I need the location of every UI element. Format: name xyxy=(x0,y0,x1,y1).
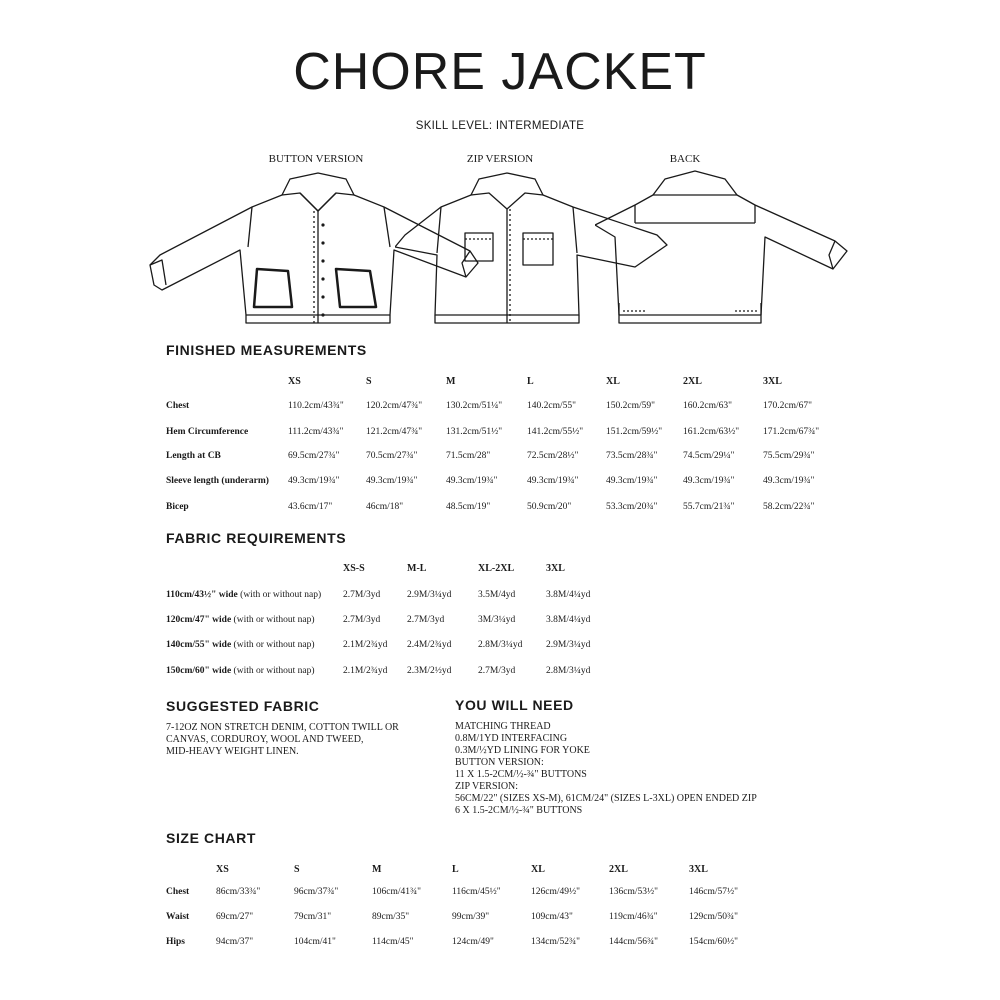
table-cell: 136cm/53½" xyxy=(609,887,658,897)
table-cell: 69cm/27" xyxy=(216,912,254,922)
table-cell: 48.5cm/19" xyxy=(446,502,491,512)
table-cell: 140.2cm/55" xyxy=(527,401,576,411)
table-cell: 114cm/45" xyxy=(372,937,414,947)
you-will-need-list xyxy=(455,721,757,817)
table-cell: 2.8M/3¼yd xyxy=(478,640,523,650)
table-cell: 121.2cm/47¾" xyxy=(366,427,423,437)
table-cell: 86cm/33¾" xyxy=(216,887,261,897)
table-cell: 150.2cm/59" xyxy=(606,401,655,411)
table-cell: 49.3cm/19¾" xyxy=(683,476,735,486)
table-cell: 154cm/60½" xyxy=(689,937,738,947)
table-cell: 131.2cm/51½" xyxy=(446,427,503,437)
list-item: 0.8M/1YD INTERFACING xyxy=(455,733,568,744)
skill-level: SKILL LEVEL: INTERMEDIATE xyxy=(415,120,585,132)
table-cell: 89cm/35" xyxy=(372,912,410,922)
fabric-width-label: 140cm/55" wide (with or without nap) xyxy=(166,640,315,650)
table-cell: 50.9cm/20" xyxy=(527,502,572,512)
table-cell: 94cm/37" xyxy=(216,937,254,947)
size-header: M xyxy=(372,864,382,875)
size-header: 3XL xyxy=(763,376,782,387)
table-cell: 69.5cm/27¾" xyxy=(288,451,340,461)
table-cell: 144cm/56¾" xyxy=(609,937,658,947)
table-cell: 79cm/31" xyxy=(294,912,332,922)
table-cell: 151.2cm/59½" xyxy=(606,427,663,437)
table-cell: 75.5cm/29¾" xyxy=(763,451,815,461)
size-chart-heading: SIZE CHART xyxy=(166,830,256,846)
table-cell: 49.3cm/19¾" xyxy=(606,476,658,486)
row-label-hem: Hem Circumference xyxy=(166,427,249,437)
table-cell: 99cm/39" xyxy=(452,912,490,922)
fabric-requirements-heading: FABRIC REQUIREMENTS xyxy=(166,530,347,546)
row-label-length: Length at CB xyxy=(166,451,221,461)
you-will-need-heading: YOU WILL NEED xyxy=(455,697,574,713)
table-cell: 55.7cm/21¾" xyxy=(683,502,735,512)
table-cell: 3M/3¼yd xyxy=(478,615,516,625)
list-item: 6 X 1.5-2CM/½-¾" BUTTONS xyxy=(455,805,583,816)
table-cell: 2.9M/3¼yd xyxy=(546,640,591,650)
table-cell: 3.5M/4yd xyxy=(478,590,516,600)
table-cell: 170.2cm/67" xyxy=(763,401,812,411)
list-item: MATCHING THREAD xyxy=(455,721,551,732)
size-header: XL-2XL xyxy=(478,563,515,574)
table-cell: 116cm/45½" xyxy=(452,887,501,897)
size-header: 3XL xyxy=(546,563,565,574)
table-cell: 110.2cm/43¾" xyxy=(288,401,344,411)
table-cell: 96cm/37¾" xyxy=(294,887,339,897)
table-cell: 109cm/43" xyxy=(531,912,573,922)
row-label-sleeve: Sleeve length (underarm) xyxy=(166,476,269,486)
table-cell: 2.9M/3¼yd xyxy=(407,590,452,600)
table-cell: 120.2cm/47¾" xyxy=(366,401,423,411)
text-line: CANVAS, CORDUROY, WOOL AND TWEED, xyxy=(166,734,364,745)
back-label: BACK xyxy=(669,153,701,165)
table-cell: 130.2cm/51¼" xyxy=(446,401,503,411)
table-cell: 2.1M/2¾yd xyxy=(343,640,388,650)
table-cell: 146cm/57½" xyxy=(689,887,738,897)
fabric-width-label: 120cm/47" wide (with or without nap) xyxy=(166,615,315,625)
list-item: BUTTON VERSION: xyxy=(455,757,544,768)
table-cell: 49.3cm/19¾" xyxy=(366,476,418,486)
table-cell: 70.5cm/27¾" xyxy=(366,451,418,461)
suggested-fabric-text xyxy=(166,722,399,758)
table-cell: 49.3cm/19¾" xyxy=(527,476,579,486)
size-header: 2XL xyxy=(683,376,702,387)
size-header: L xyxy=(527,376,534,387)
table-cell: 141.2cm/55½" xyxy=(527,427,584,437)
table-cell: 49.3cm/19¾" xyxy=(446,476,498,486)
size-header: XL xyxy=(531,864,545,875)
table-cell: 111.2cm/43¾" xyxy=(288,427,344,437)
list-item: 56CM/22" (SIZES XS-M), 61CM/24" (SIZES L-3XL) OPEN ENDED ZIP xyxy=(455,793,757,804)
table-cell: 129cm/50¾" xyxy=(689,912,738,922)
table-cell: 49.3cm/19¾" xyxy=(288,476,340,486)
finished-measurements-heading: FINISHED MEASUREMENTS xyxy=(166,342,367,358)
table-cell: 49.3cm/19¾" xyxy=(763,476,815,486)
table-cell: 104cm/41" xyxy=(294,937,336,947)
size-header: L xyxy=(452,864,459,875)
table-cell: 160.2cm/63" xyxy=(683,401,732,411)
row-label-bicep: Bicep xyxy=(166,502,189,512)
table-cell: 2.7M/3yd xyxy=(407,615,445,625)
table-cell: 58.2cm/22¾" xyxy=(763,502,815,512)
table-cell: 2.7M/3yd xyxy=(478,666,516,676)
text-line: 7-12OZ NON STRETCH DENIM, COTTON TWILL OR xyxy=(166,722,399,733)
table-cell: 171.2cm/67¾" xyxy=(763,427,820,437)
size-header: M xyxy=(446,376,456,387)
table-cell: 46cm/18" xyxy=(366,502,404,512)
page-title: CHORE JACKET xyxy=(293,43,707,101)
list-item: 11 X 1.5-2CM/½-¾" BUTTONS xyxy=(455,769,587,780)
table-cell: 124cm/49" xyxy=(452,937,494,947)
list-item: ZIP VERSION: xyxy=(455,781,519,792)
table-cell: 126cm/49½" xyxy=(531,887,580,897)
back-view-jacket-illustration xyxy=(595,165,860,330)
table-cell: 53.3cm/20¾" xyxy=(606,502,658,512)
row-label-hips: Hips xyxy=(166,937,186,947)
text-line: MID-HEAVY WEIGHT LINEN. xyxy=(166,746,299,757)
table-cell: 2.7M/3yd xyxy=(343,590,381,600)
size-header: 3XL xyxy=(689,864,708,875)
size-header: M-L xyxy=(407,563,427,574)
row-label-chest: Chest xyxy=(166,401,190,411)
table-cell: 119cm/46¾" xyxy=(609,912,658,922)
table-cell: 3.8M/4¼yd xyxy=(546,590,591,600)
table-cell: 2.8M/3¼yd xyxy=(546,666,591,676)
fabric-width-label: 150cm/60" wide (with or without nap) xyxy=(166,666,315,676)
table-cell: 2.7M/3yd xyxy=(343,615,381,625)
suggested-fabric-heading: SUGGESTED FABRIC xyxy=(166,698,320,714)
table-cell: 161.2cm/63½" xyxy=(683,427,740,437)
row-label-chest: Chest xyxy=(166,887,190,897)
size-header: 2XL xyxy=(609,864,628,875)
table-cell: 74.5cm/29¼" xyxy=(683,451,735,461)
fabric-width-label: 110cm/43½" wide (with or without nap) xyxy=(166,590,322,600)
table-cell: 71.5cm/28" xyxy=(446,451,491,461)
table-cell: 43.6cm/17" xyxy=(288,502,333,512)
table-cell: 72.5cm/28½" xyxy=(527,451,579,461)
list-item: 0.3M/½YD LINING FOR YOKE xyxy=(455,745,590,756)
size-header: S xyxy=(366,376,372,387)
button-version-label: BUTTON VERSION xyxy=(268,153,364,165)
size-header: XL xyxy=(606,376,620,387)
table-cell: 2.1M/2¾yd xyxy=(343,666,388,676)
size-header: XS xyxy=(216,864,229,875)
table-cell: 106cm/41¾" xyxy=(372,887,421,897)
table-cell: 3.8M/4¼yd xyxy=(546,615,591,625)
table-cell: 73.5cm/28¾" xyxy=(606,451,658,461)
table-cell: 134cm/52¾" xyxy=(531,937,580,947)
table-cell: 2.4M/2¾yd xyxy=(407,640,452,650)
zip-version-label: ZIP VERSION xyxy=(466,153,534,165)
row-label-waist: Waist xyxy=(166,912,190,922)
table-cell: 2.3M/2½yd xyxy=(407,666,452,676)
size-header: XS xyxy=(288,376,301,387)
size-header: S xyxy=(294,864,300,875)
size-header: XS-S xyxy=(343,563,365,574)
